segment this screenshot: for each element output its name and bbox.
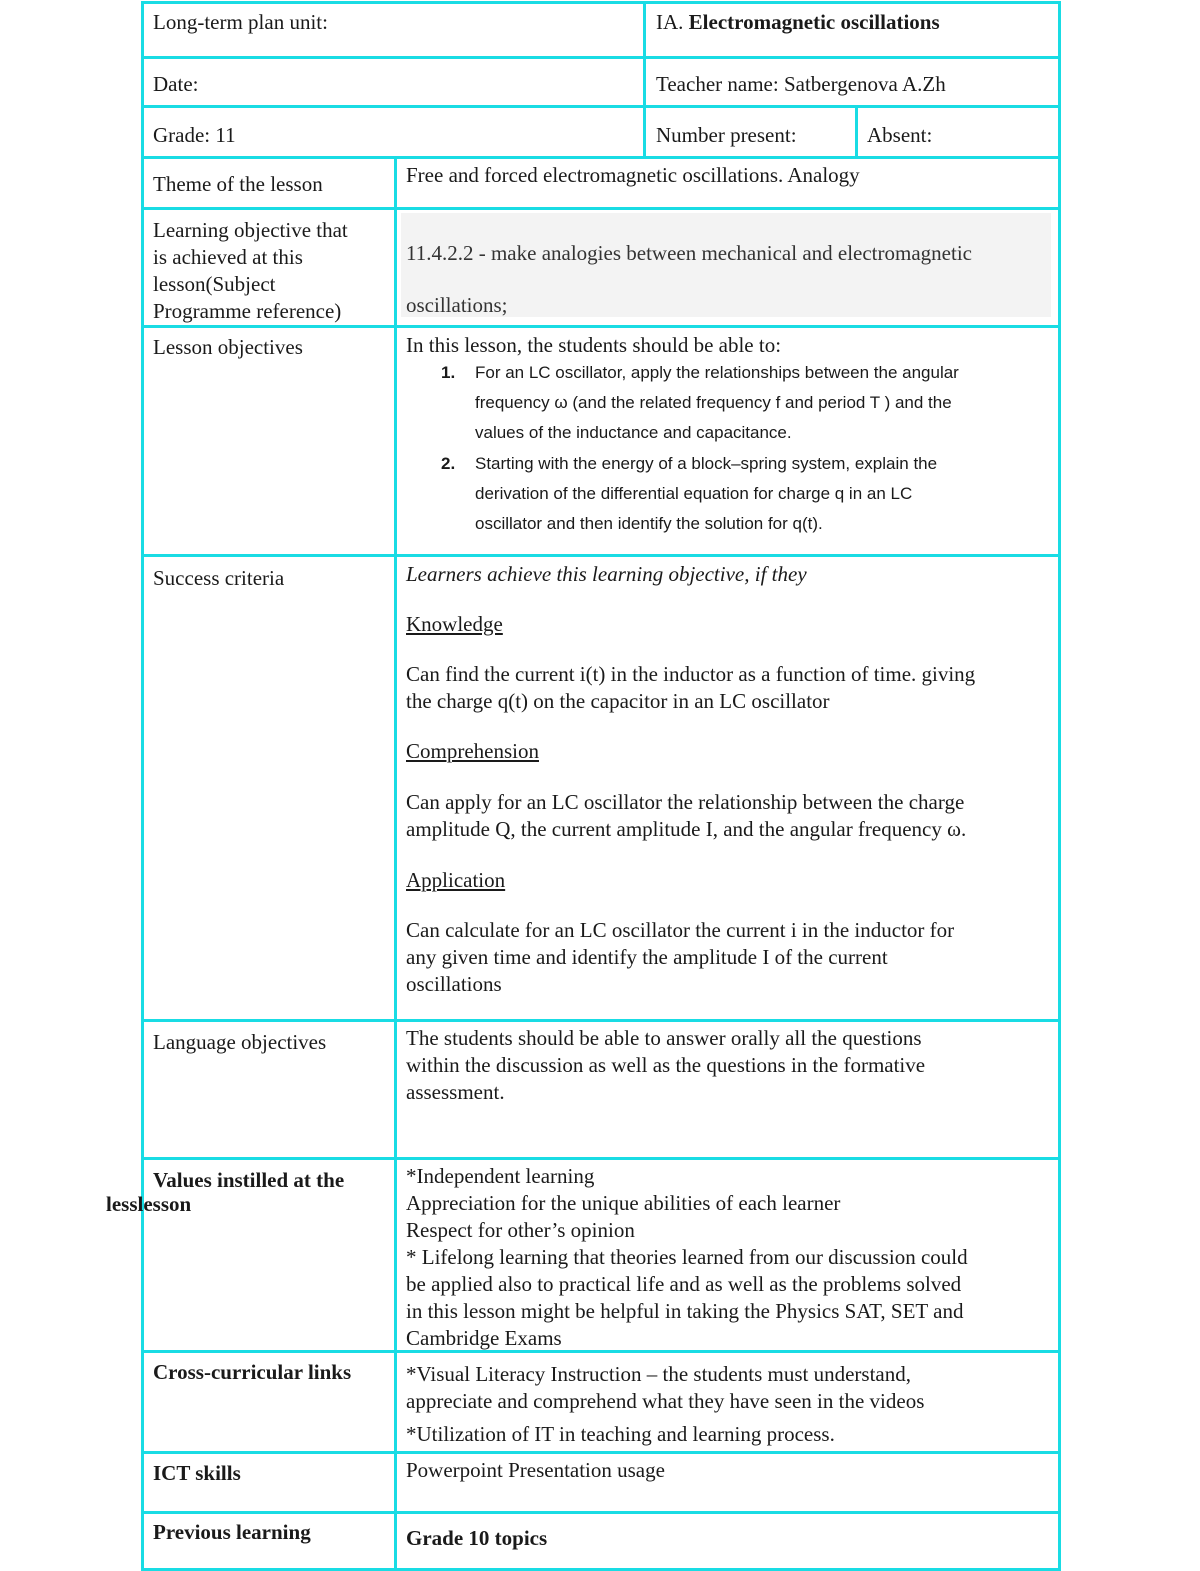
lesson-objectives-label-cell — [141, 325, 397, 557]
objective-line: derivation of the differential equation for charge q in an LC — [475, 484, 913, 503]
language-objectives-line: The students should be able to answer orally all the questions — [406, 1026, 922, 1050]
knowledge-line: Can find the current i(t) in the inductor as a function of time. giving — [406, 662, 976, 686]
values-line: *Independent learning — [406, 1164, 595, 1188]
number-present-cell — [643, 105, 858, 159]
ict-value: Powerpoint Presentation usage — [406, 1458, 665, 1482]
values-line: Respect for other’s opinion — [406, 1218, 635, 1242]
learning-objective-label-line: is achieved at this — [153, 245, 303, 269]
number-present: Number present: — [656, 123, 797, 147]
grade-cell — [141, 105, 646, 159]
language-objectives-value-cell — [394, 1019, 1061, 1160]
ict-label: ICT skills — [153, 1461, 241, 1485]
cross-curricular-line: *Visual Literacy Instruction – the students must understand, — [406, 1362, 911, 1386]
values-label: Values instilled at the — [153, 1168, 345, 1192]
cross-curricular-line: appreciate and comprehend what they have seen in the videos — [406, 1389, 925, 1413]
values-value-cell — [394, 1157, 1061, 1353]
ict-value-cell — [394, 1451, 1061, 1514]
learning-objective-label-line: Learning objective that — [153, 218, 348, 242]
previous-learning-value: Grade 10 topics — [406, 1526, 548, 1550]
learning-objective-label-cell — [141, 207, 397, 328]
unit-value-cell — [643, 1, 1061, 59]
absent-cell — [855, 105, 1061, 159]
objective-line: frequency ω (and the related frequency f and period T ) and the — [475, 393, 952, 412]
theme-value-cell — [394, 156, 1061, 210]
grade: Grade: 11 — [153, 123, 236, 147]
language-objectives-line: within the discussion as well as the questions in the formative — [406, 1053, 926, 1077]
date-cell — [141, 56, 646, 108]
language-objectives-label: Language objectives — [153, 1030, 327, 1054]
learning-objective-line: oscillations; — [406, 293, 508, 317]
application-line: any given time and identify the amplitude I of the current — [406, 945, 888, 969]
objective-line: For an LC oscillator, apply the relationships between the angular — [475, 363, 959, 382]
date-label: Date: — [153, 72, 199, 96]
learning-objective-value-cell — [394, 207, 1061, 328]
learning-objective-label-line: Programme reference) — [153, 299, 342, 323]
ict-label-cell — [141, 1451, 397, 1514]
comprehension-line: Can apply for an LC oscillator the relationship between the charge — [406, 790, 965, 814]
lesson-objectives-intro: In this lesson, the students should be able to: — [406, 333, 782, 357]
values-label-overflow: lesslesson — [106, 1192, 192, 1216]
success-criteria-label-cell — [141, 554, 397, 1022]
success-criteria-value-cell — [394, 554, 1061, 1022]
values-line: Appreciation for the unique abilities of each learner — [406, 1191, 841, 1215]
knowledge-line: the charge q(t) on the capacitor in an LC oscillator — [406, 689, 830, 713]
teacher-cell — [643, 56, 1061, 108]
language-objectives-label-cell — [141, 1019, 397, 1160]
learning-objective-line: 11.4.2.2 - make analogies between mechanical and electromagnetic — [406, 241, 972, 265]
previous-learning-label-cell — [141, 1511, 397, 1571]
comprehension-line: amplitude Q, the current amplitude I, and the angular frequency ω. — [406, 817, 967, 841]
previous-learning-value-cell — [394, 1511, 1061, 1571]
objective-number: 1. — [441, 363, 456, 382]
cross-curricular-label-cell — [141, 1350, 397, 1454]
success-criteria-label: Success criteria — [153, 566, 285, 590]
knowledge-heading: Knowledge — [406, 612, 503, 636]
objective-line: values of the inductance and capacitance. — [475, 423, 792, 442]
unit-value: IA. Electromagnetic oscillations — [656, 10, 940, 34]
language-objectives-line: assessment. — [406, 1080, 505, 1104]
comprehension-heading: Comprehension — [406, 739, 539, 763]
previous-learning-label: Previous learning — [153, 1520, 311, 1544]
objective-number: 2. — [441, 454, 456, 473]
application-line: Can calculate for an LC oscillator the current i in the inductor for — [406, 918, 955, 942]
values-label-cell — [141, 1157, 397, 1353]
lesson-objectives-label: Lesson objectives — [153, 335, 303, 359]
success-criteria-intro: Learners achieve this learning objective, if they — [406, 562, 807, 586]
unit-label-cell — [141, 1, 646, 59]
theme-value: Free and forced electromagnetic oscillations. Analogy — [406, 163, 860, 187]
values-line: * Lifelong learning that theories learned from our discussion could — [406, 1245, 968, 1269]
teacher-name: Teacher name: Satbergenova A.Zh — [656, 72, 946, 96]
values-line: be applied also to practical life and as well as the problems solved — [406, 1272, 962, 1296]
values-line: in this lesson might be helpful in taking the Physics SAT, SET and — [406, 1299, 964, 1323]
cross-curricular-line: *Utilization of IT in teaching and learning process. — [406, 1422, 835, 1446]
theme-label-cell — [141, 156, 397, 210]
application-heading: Application — [406, 868, 506, 892]
objective-line: Starting with the energy of a block–spring system, explain the — [475, 454, 938, 473]
theme-label: Theme of the lesson — [153, 172, 323, 196]
unit-label: Long-term plan unit: — [153, 10, 328, 34]
objective-line: oscillator and then identify the solution for q(t). — [475, 514, 823, 533]
application-line: oscillations — [406, 972, 502, 996]
absent: Absent: — [867, 123, 933, 147]
learning-objective-label-line: lesson(Subject — [153, 272, 276, 296]
lesson-objectives-value-cell — [394, 325, 1061, 557]
values-line: Cambridge Exams — [406, 1326, 562, 1350]
cross-curricular-label: Cross-curricular links — [153, 1360, 352, 1384]
cross-curricular-value-cell — [394, 1350, 1061, 1454]
